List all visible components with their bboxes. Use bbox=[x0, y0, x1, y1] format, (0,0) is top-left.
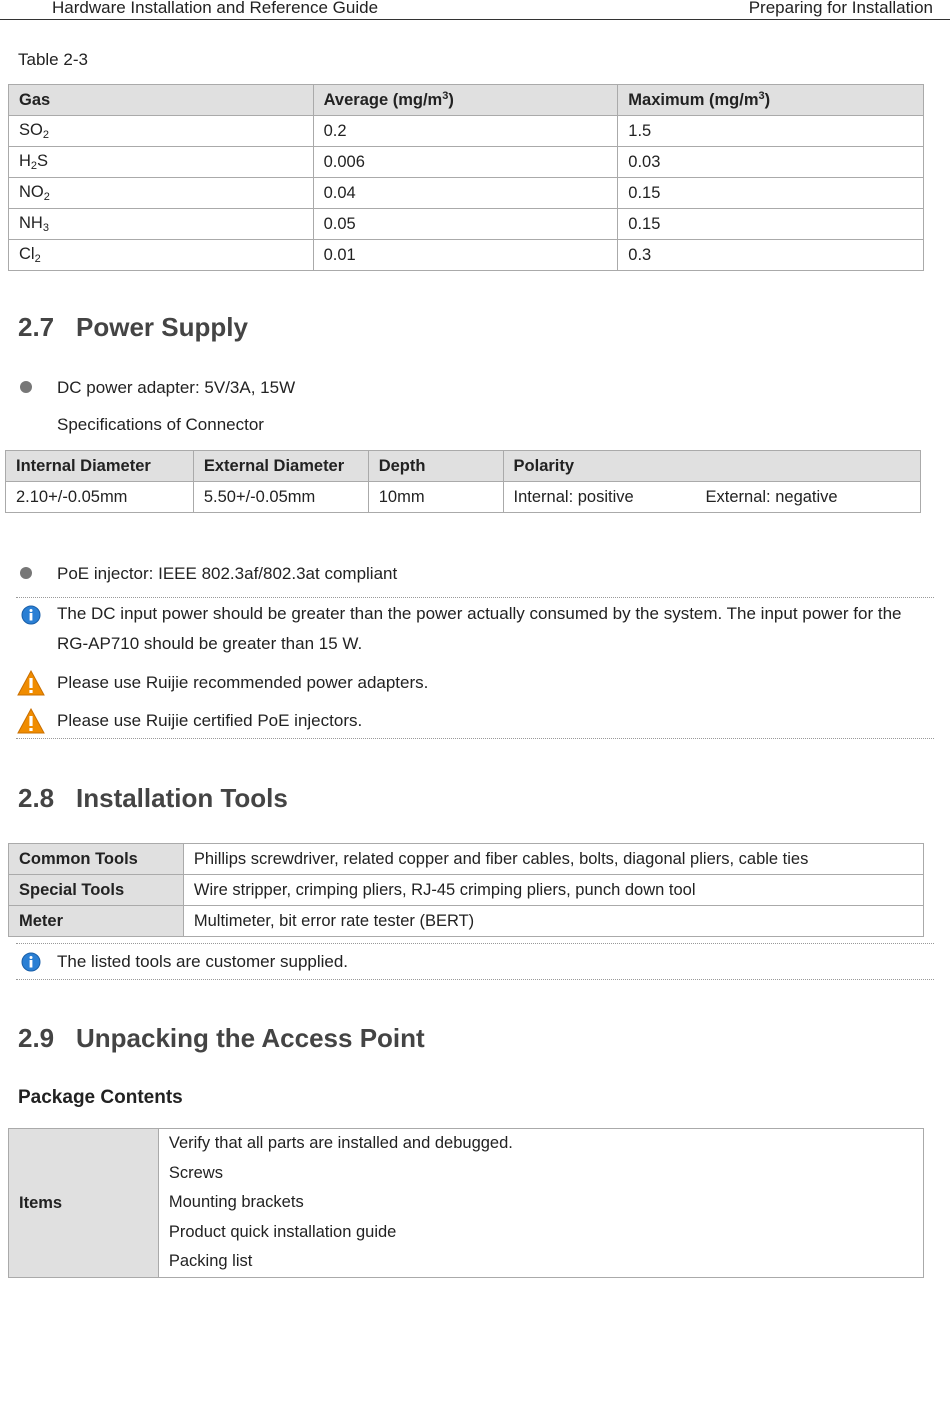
table-row bbox=[9, 240, 924, 271]
list-item: Verify that all parts are installed and debugged. bbox=[168, 1134, 513, 1152]
table-row bbox=[9, 844, 924, 875]
col-internal-diameter: Internal Diameter bbox=[6, 451, 194, 482]
note-divider bbox=[16, 738, 934, 739]
tool-list: Multimeter, bit error rate tester (BERT) bbox=[183, 906, 923, 937]
table-caption: Table 2-3 bbox=[18, 50, 88, 69]
tool-list: Phillips screwdriver, related copper and fiber cables, bolts, diagonal pliers, cable ties bbox=[183, 844, 923, 875]
warning-note-adapters: Please use Ruijie recommended power adapters. bbox=[57, 673, 429, 692]
gas-name: $NH_3$ bbox=[9, 209, 314, 240]
col-external-diameter: External Diameter bbox=[193, 451, 368, 482]
table-row bbox=[9, 1129, 924, 1278]
gas-average: 0.01 bbox=[313, 240, 618, 271]
table-row bbox=[9, 116, 924, 147]
gas-maximum: 1.5 bbox=[618, 116, 924, 147]
connector-caption: Specifications of Connector bbox=[57, 415, 264, 434]
table-header-row bbox=[6, 451, 921, 482]
col-gas: Gas bbox=[9, 85, 314, 116]
warning-icon bbox=[17, 670, 45, 696]
gas-maximum: 0.15 bbox=[618, 209, 924, 240]
gas-average: 0.04 bbox=[313, 178, 618, 209]
header-chapter-title: Preparing for Installation bbox=[748, 0, 933, 17]
list-item: Screws bbox=[168, 1163, 223, 1182]
table-header-row bbox=[9, 85, 924, 116]
table-row bbox=[9, 906, 924, 937]
bullet-dot bbox=[20, 381, 32, 393]
polarity-external: External: negative bbox=[705, 487, 838, 506]
dc-adapter-bullet: DC power adapter: 5V/3A, 15W bbox=[57, 378, 296, 397]
package-contents-heading: Package Contents bbox=[18, 1087, 183, 1108]
section-heading-power-supply: 2.7 Power Supply bbox=[18, 312, 248, 342]
tool-category: Common Tools bbox=[9, 844, 184, 875]
package-contents-table bbox=[8, 1128, 924, 1278]
col-depth: Depth bbox=[368, 451, 503, 482]
polarity-value bbox=[503, 482, 920, 513]
tool-list: Wire stripper, crimping pliers, RJ-45 crimping pliers, punch down tool bbox=[183, 875, 923, 906]
warning-icon bbox=[17, 708, 45, 734]
table-row bbox=[9, 178, 924, 209]
warning-note-poe: Please use Ruijie certified PoE injectors. bbox=[57, 711, 363, 730]
table-row bbox=[9, 209, 924, 240]
info-note-line2: RG-AP710 should be greater than 15 W. bbox=[57, 634, 363, 653]
gas-maximum: 0.03 bbox=[618, 147, 924, 178]
connector-spec-table bbox=[5, 450, 921, 513]
tool-category: Special Tools bbox=[9, 875, 184, 906]
table-row bbox=[9, 147, 924, 178]
info-icon bbox=[21, 952, 41, 972]
gas-average: 0.05 bbox=[313, 209, 618, 240]
note-divider bbox=[16, 979, 934, 980]
note-divider bbox=[16, 943, 934, 944]
internal-diameter-value: 2.10+/-0.05mm bbox=[6, 482, 194, 513]
bullet-dot bbox=[20, 567, 32, 579]
external-diameter-value: 5.50+/-0.05mm bbox=[193, 482, 368, 513]
poe-injector-bullet: PoE injector: IEEE 802.3af/802.3at compliant bbox=[57, 564, 398, 583]
gas-name: $H_2S$ bbox=[9, 147, 314, 178]
col-average: Average $(mg/m^3)$ bbox=[313, 85, 618, 116]
note-divider bbox=[16, 597, 934, 598]
page-header bbox=[0, 0, 950, 20]
items-list bbox=[158, 1129, 923, 1278]
section-heading-unpacking: 2.9 Unpacking the Access Point bbox=[18, 1023, 425, 1053]
table-row bbox=[9, 875, 924, 906]
gas-name: $SO_2$ bbox=[9, 116, 314, 147]
col-maximum: Maximum $(mg/m^3)$ bbox=[618, 85, 924, 116]
section-heading-installation-tools: 2.8 Installation Tools bbox=[18, 783, 288, 813]
gas-maximum: 0.3 bbox=[618, 240, 924, 271]
list-item: Product quick installation guide bbox=[168, 1222, 397, 1241]
header-guide-title: Hardware Installation and Reference Guide bbox=[52, 0, 379, 17]
table-row bbox=[6, 482, 921, 513]
info-note-line1: The DC input power should be greater than the power actually consumed by the system. The input power for the bbox=[57, 604, 902, 623]
col-polarity: Polarity bbox=[503, 451, 920, 482]
info-icon bbox=[21, 605, 41, 625]
list-item: Packing list bbox=[168, 1252, 253, 1270]
installation-tools-table bbox=[8, 843, 924, 937]
list-item: Mounting brackets bbox=[168, 1193, 304, 1211]
gas-name: $NO_2$ bbox=[9, 178, 314, 209]
items-label: Items bbox=[9, 1129, 159, 1278]
gas-maximum: 0.15 bbox=[618, 178, 924, 209]
polarity-internal: Internal: positive bbox=[513, 487, 634, 506]
tool-category: Meter bbox=[9, 906, 184, 937]
gas-average: 0.2 bbox=[313, 116, 618, 147]
depth-value: 10mm bbox=[368, 482, 503, 513]
gas-average: 0.006 bbox=[313, 147, 618, 178]
gas-name: $Cl_2$ bbox=[9, 240, 314, 271]
gas-concentration-table bbox=[8, 84, 924, 271]
info-note-tools: The listed tools are customer supplied. bbox=[57, 952, 349, 971]
